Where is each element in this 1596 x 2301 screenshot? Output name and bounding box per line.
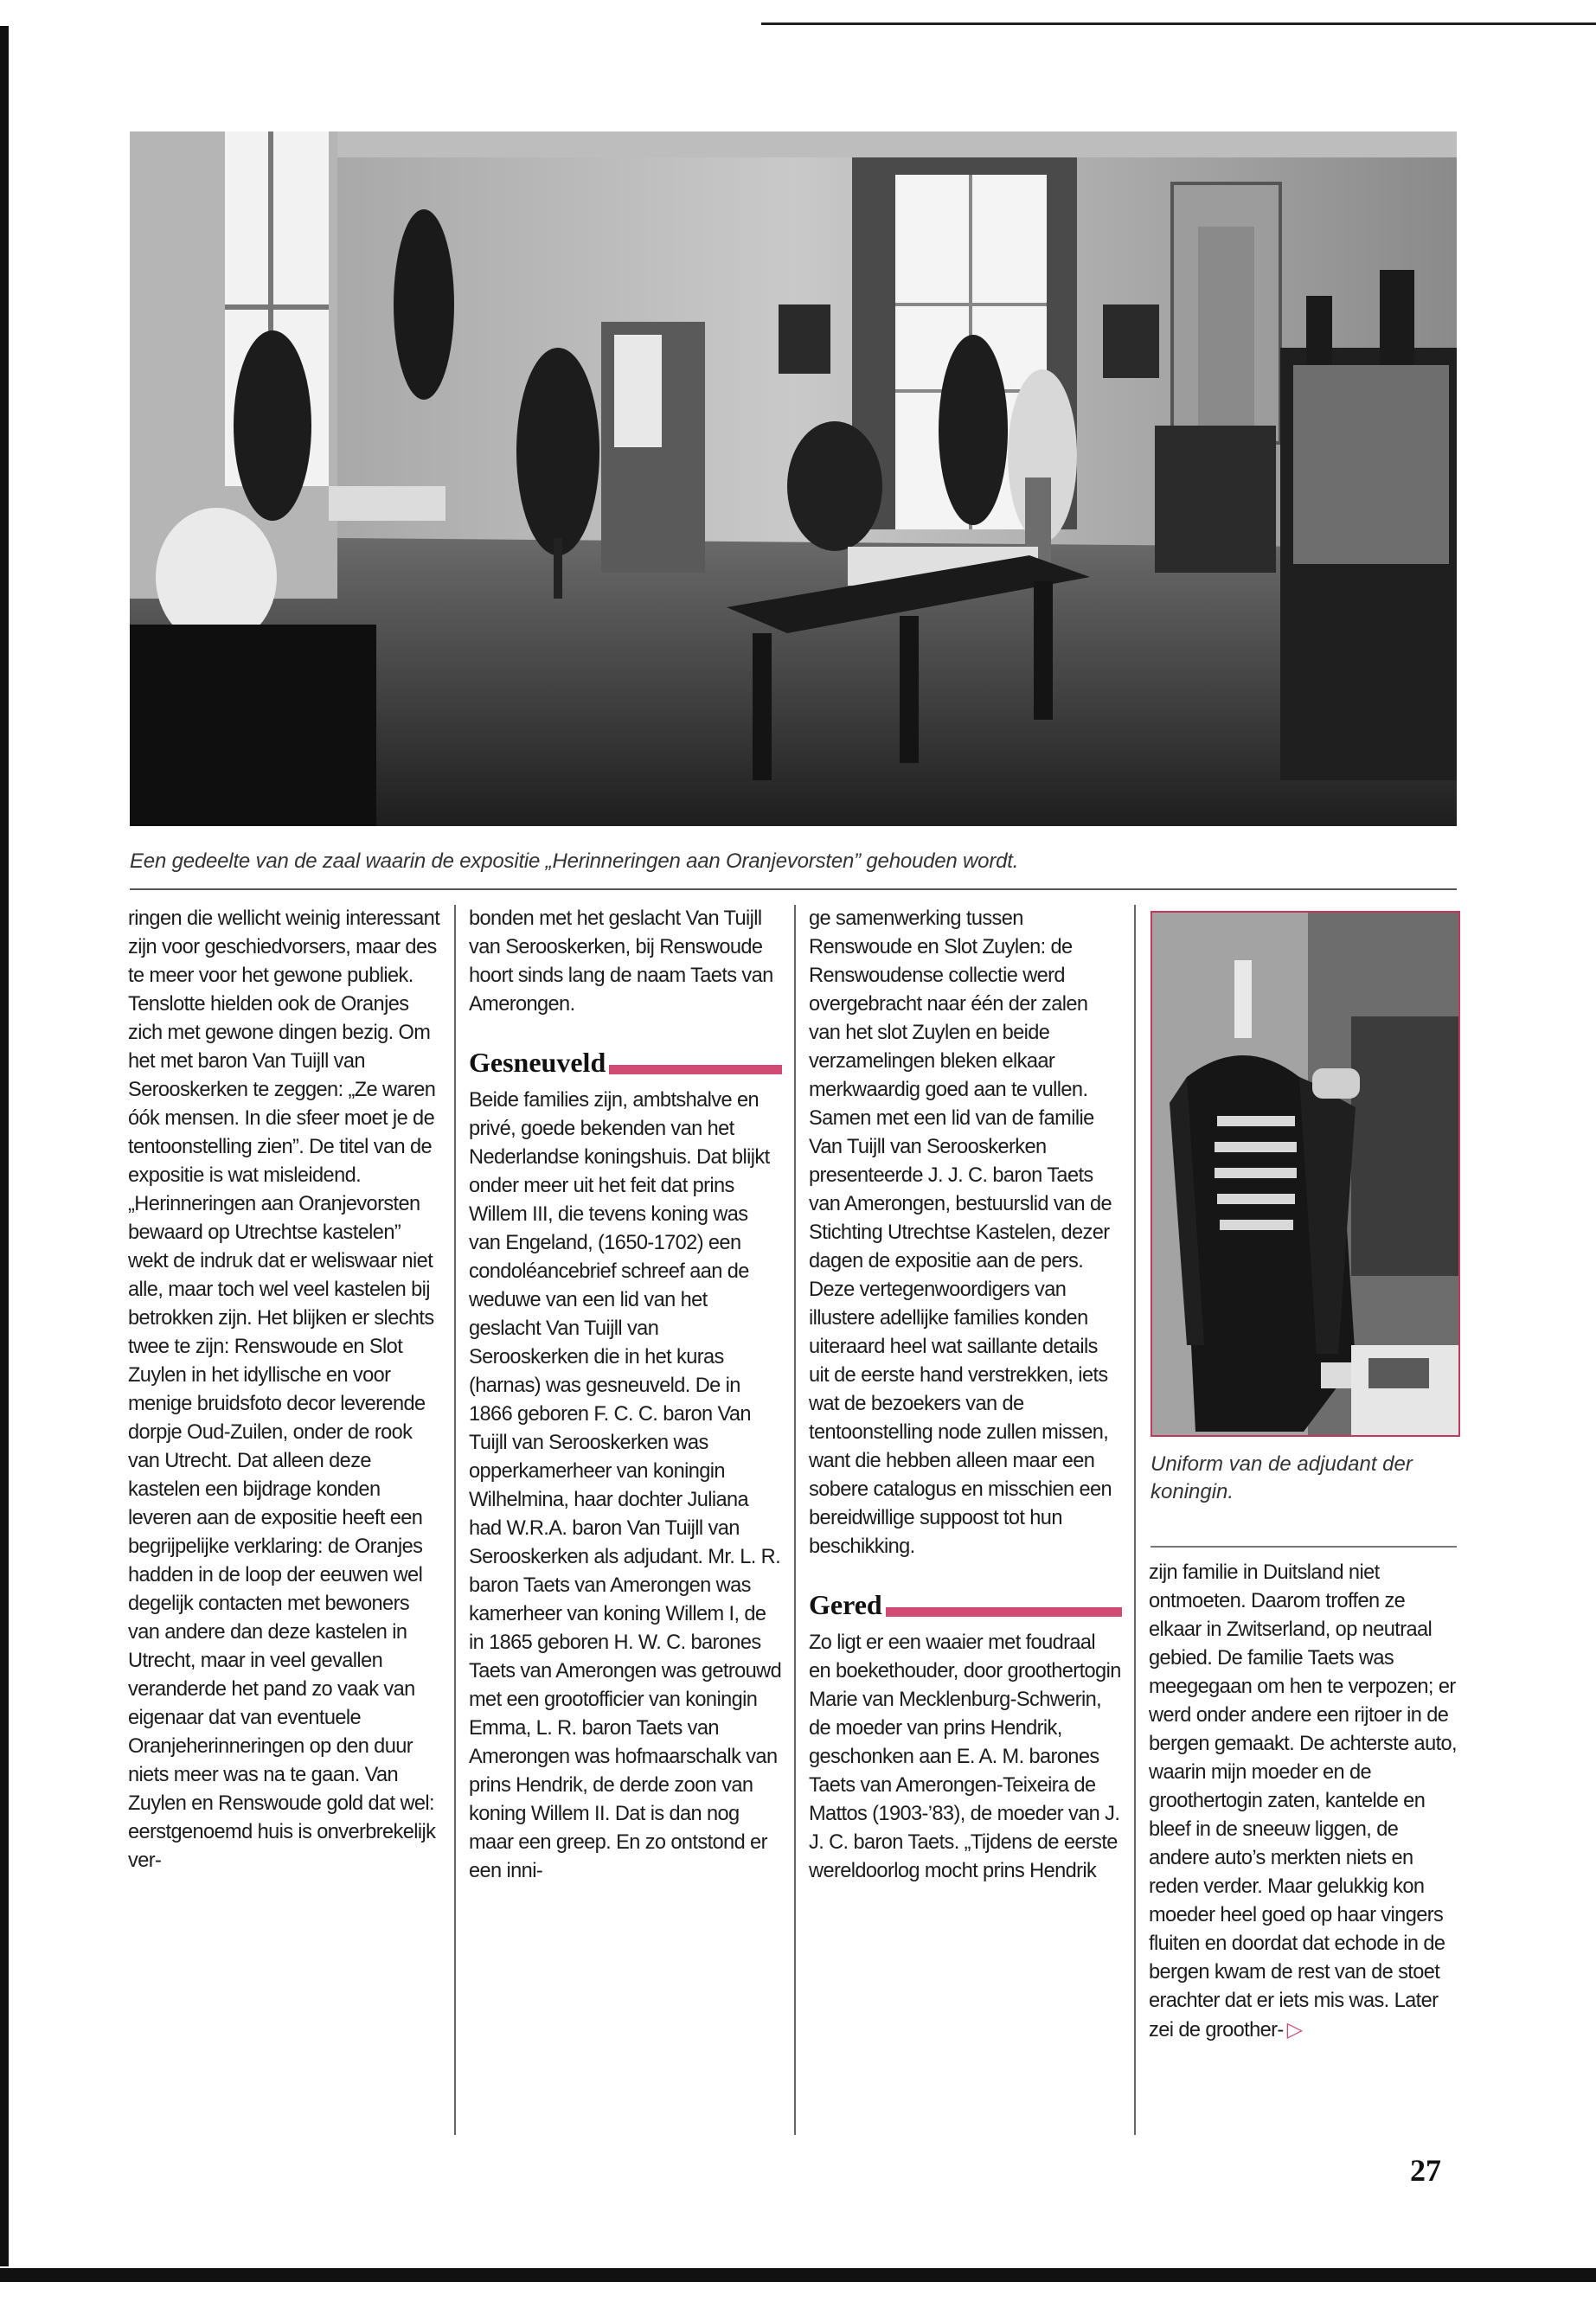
accent-bar [609,1065,782,1074]
column-3-body: Zo ligt er een waaier met foudraal en boekethouder, door groothertogin Marie van Mecklenburg-Schwerin, de moeder van prins Hendrik, geschonken aan E. A. M. barones Taets van Amerongen-Teixeira de Mattos (1903-’83), de moeder van J. J. C. baron Taets. „Tijdens de eerste wereldoorlog mocht prins Hendrik [809,1631,1121,1882]
column-divider [1134,905,1136,2135]
subheading-gesneuveld-text: Gesneuveld [469,1047,606,1078]
column-4-text [1149,1559,1462,2045]
subheading-gesneuveld [469,1047,782,1078]
page-number: 27 [1410,2153,1441,2188]
text-column-2 [469,905,782,1886]
column-2-body: Beide families zijn, ambtshalve en privé, goede bekenden van het Nederlandse koningshuis. Dat blijkt onder meer uit het feit dat prins Willem III, die tevens koning was van Engeland, (1650-1702) een condoléancebrief schreef aan de weduwe van een lid van het geslacht Van Tuijll van Serooskerken die in het kuras (harnas) was gesneuveld. De in 1866 geboren F. C. C. baron Van Tuijll van Serooskerken was opperkamerheer van koningin Wilhelmina, haar dochter Juliana had W.R.A. baron Van Tuijll van Serooskerken als adjudant. Mr. L. R. baron Taets van Amerongen was kamerheer van koning Willem I, de in 1865 geboren H. W. C. barones Taets van Amerongen was getrouwd met een grootofficier van koningin Emma, L. R. baron Taets van Amerongen was hofmaarschalk van prins Hendrik, de derde zoon van koning Willem II. Dat is dan nog maar een greep. En zo ontstond er een inni- [469,1089,782,1882]
accent-bar [886,1607,1122,1617]
page-edge-left [0,26,9,2266]
exhibition-hall-photo [130,131,1457,826]
column-4-body: zijn familie in Duitsland niet ontmoeten. Daarom troffen ze elkaar in Zwitserland, op neutraal gebied. De familie Taets was meegegaan om hen te verpozen; er werd onder andere een rijtoer in de bergen gemaakt. De achterste auto, waarin mijn moeder en de groothertogin zaten, kantelde en bleef in de sneeuw liggen, de andere auto’s merkten niets en reden verder. Maar gelukkig kon moeder heel goed op haar vingers fluiten en doordat dat echode in de bergen kwam de rest van de stoet erachter dat er iets mis was. Later zei de groother- [1149,1561,1458,2041]
column-1-text: ringen die wellicht weinig interessant zijn voor geschiedvorsers, maar des te meer voor het gewone publiek. Tenslotte hielden ook de Oranjes zich met gewone dingen bezig. Om het met baron Van Tuijll van Serooskerken te zeggen: „Ze waren óók mensen. In die sfeer moet je de tentoonstelling zien”. De titel van de expositie is wat misleidend. „Herinneringen aan Oranjevorsten bewaard op Utrechtse kastelen” wekt de indruk dat er weliswaar niet alle, maar toch wel veel kastelen bij betrokken zijn. Het blijken er slechts twee te zijn: Renswoude en Slot Zuylen in het idyllische en voor menige bruidsfoto decor leverende dorpje Oud-Zuilen, onder de rook van Utrecht. Dat alleen deze kastelen een bijdrage konden leveren aan de expositie heeft een begrijpelijke verklaring: de Oranjes hadden in de loop der eeuwen wel degelijk contacten met bewoners van andere dan deze kastelen in Utrecht, maar in veel gevallen veranderde het pand zo vaak van eigenaar dat van eventuele Oranjeherinneringen op den duur niets meer was na te gaan. Van Zuylen en Renswoude gold dat wel: eerstgenoemd huis is onverbrekelijk ver- [128,907,440,1872]
text-column-3 [809,905,1122,1886]
column-divider [454,905,456,2135]
continue-arrow-icon: ▷ [1286,2018,1303,2041]
column-divider [794,905,796,2135]
column-2-intro: bonden met het geslacht Van Tuijll van Serooskerken, bij Renswoude hoort sinds lang de naam Taets van Amerongen. [469,907,773,1016]
uniform-caption: Uniform van de adjudant der koningin. [1151,1452,1413,1503]
page-edge-bottom [0,2268,1596,2282]
text-column-1 [128,905,445,1875]
subheading-gered-text: Gered [809,1589,882,1620]
column-3-intro: ge samenwerking tussen Renswoude en Slot Zuylen: de Renswoudense collectie werd overgebracht naar één der zalen van het slot Zuylen en beide verzamelingen bleken elkaar merkwaardig goed aan te vullen. Samen met een lid van de familie Van Tuijll van Serooskerken presenteerde J. J. C. baron Taets van Amerongen, bestuurslid van de Stichting Utrechtse Kastelen, dezer dagen de expositie aan de pers. Deze vertegenwoordigers van illustere adellijke families konden uiteraard heel wat saillante details uit de eerste hand verstrekken, iets wat de bezoekers van de tentoonstelling node zullen missen, want die hebben alleen maar een sobere catalogus en misschien een bereidwillige suppoost tot hun beschikking. [809,907,1112,1558]
inset-divider [1151,1546,1457,1548]
subheading-gered [809,1589,1122,1620]
page-edge-top [761,22,1596,25]
text-column-4 [1149,1559,1462,2045]
uniform-photo [1151,911,1460,1437]
caption-divider [130,888,1457,890]
photo-caption: Een gedeelte van de zaal waarin de expositie „Herinneringen aan Oranjevorsten” gehouden wordt. [130,849,1019,873]
